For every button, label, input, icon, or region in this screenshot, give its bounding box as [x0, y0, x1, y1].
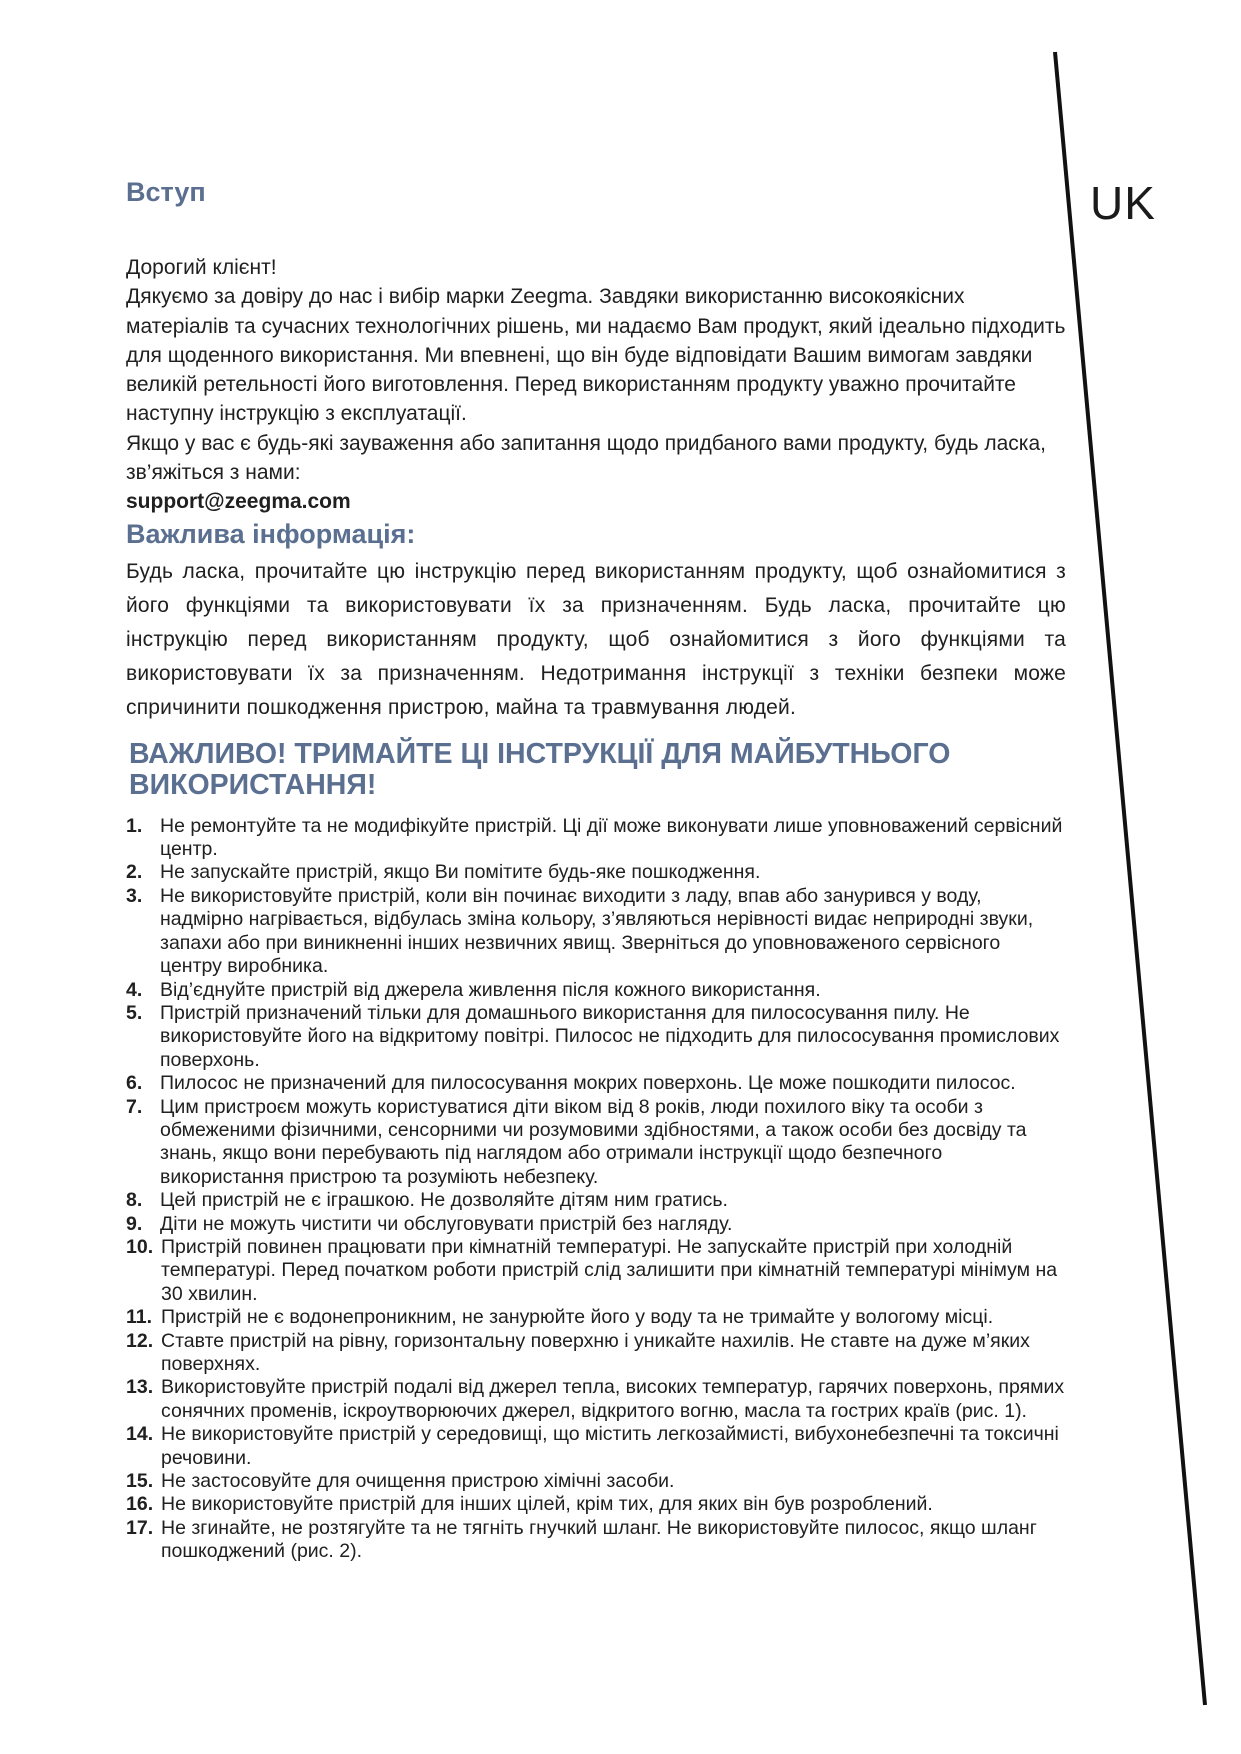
rule-number: 8.	[126, 1189, 143, 1212]
safety-rule-item	[126, 885, 1066, 979]
support-email[interactable]: support@zeegma.com	[126, 490, 351, 514]
safety-rule-item	[126, 1423, 1066, 1470]
safety-rule-item	[126, 1189, 1066, 1212]
rule-number: 14.	[126, 1423, 154, 1446]
rule-text: Пристрій не є водонепроникним, не занурюйте його у воду та не тримайте у вологому місці.	[161, 1306, 994, 1329]
rule-number: 16.	[126, 1493, 154, 1516]
safety-rule-item	[126, 1002, 1066, 1072]
safety-rule-item	[126, 979, 1066, 1002]
rule-number: 1.	[126, 814, 143, 837]
safety-rule-item	[126, 815, 1066, 862]
rule-text: Від’єднуйте пристрій від джерела живлення після кожного використання.	[160, 978, 821, 1001]
keep-instructions-heading: ВАЖЛИВО! ТРИМАЙТЕ ЦІ ІНСТРУКЦІЇ ДЛЯ МАЙБУТНЬОГО ВИКОРИСТАННЯ!	[129, 737, 951, 801]
rule-text: Пристрій повинен працювати при кімнатній температурі. Не запускайте пристрій при холодній температурі. Перед початком роботи пристрій слід залишити при кімнатній температурі мінімум на 30 хвилин.	[161, 1235, 1058, 1305]
safety-rule-item	[126, 1330, 1066, 1377]
rule-text: Не використовуйте пристрій для інших цілей, крім тих, для яких він був розроблений.	[161, 1493, 933, 1516]
rule-text: Цим пристроєм можуть користуватися діти віком від 8 років, люди похилого віку та особи з обмеженими фізичними, сенсорними чи розумовими здібностями, а також особи без досвіду та знань, якщо вони перебувають під наглядом або отримали інструкції щодо безпечного використання пристрою та розуміють небезпеку.	[160, 1095, 1027, 1188]
rule-number: 11.	[126, 1306, 153, 1329]
safety-rule-item	[126, 1470, 1066, 1493]
safety-rule-item	[126, 1306, 1066, 1329]
rule-text: Ставте пристрій на рівну, горизонтальну поверхню і уникайте нахилів. Не ставте на дуже м’яких поверхнях.	[161, 1329, 1030, 1376]
rule-text: Не запускайте пристрій, якщо Ви помітите будь-яке пошкодження.	[160, 861, 761, 884]
intro-greeting: Дорогий клієнт!	[126, 256, 277, 279]
important-info-title: Важлива інформація:	[126, 518, 416, 549]
rule-text: Використовуйте пристрій подалі від джерел тепла, високих температур, гарячих поверхонь, прямих сонячних променів, іскроутворюючих джерел, відкритого вогню, масла та гострих країв (рис. 1).	[161, 1376, 1065, 1422]
rule-number: 2.	[126, 861, 143, 884]
intro-contact: Якщо у вас є будь-які зауваження або запитання щодо придбаного вами продукту, будь ласка, зв’яжіться з нами:	[126, 431, 1046, 485]
rule-text: Цей пристрій не є іграшкою. Не дозволяйте дітям ним гратись.	[160, 1189, 728, 1212]
main-content	[126, 175, 1066, 1564]
safety-rule-item	[126, 1517, 1066, 1564]
rule-number: 3.	[126, 884, 143, 907]
rule-number: 17.	[126, 1516, 154, 1539]
safety-rule-item	[126, 1236, 1066, 1306]
rule-number: 12.	[126, 1329, 154, 1352]
rule-number: 7.	[126, 1095, 143, 1118]
safety-rule-item	[126, 1072, 1066, 1095]
safety-rule-item	[126, 861, 1066, 884]
rule-number: 9.	[126, 1212, 143, 1235]
rule-text: Не використовуйте пристрій, коли він починає виходити з ладу, впав або занурився у воду, надмірно нагрівається, відбулась зміна кольору, з’являються нерівності видає неприродні звуки, запахи або при виникненні інших незвичних явищ. Зверніться до уповноваженого сервісного центру виробника.	[160, 884, 1034, 978]
rule-number: 13.	[126, 1376, 154, 1399]
intro-section	[126, 253, 1066, 517]
safety-rule-item	[126, 1096, 1066, 1190]
rule-number: 6.	[126, 1072, 143, 1095]
rule-text: Пилосос не призначений для пилососування мокрих поверхонь. Це може пошкодити пилосос.	[160, 1072, 1016, 1095]
rule-text: Не використовуйте пристрій у середовищі, що містить легкозаймисті, вибухонебезпечні та токсичні речовини.	[161, 1423, 1059, 1469]
safety-rule-item	[126, 1493, 1066, 1516]
intro-paragraph: Дякуємо за довіру до нас і вибір марки Zeegma. Завдяки використанню високоякісних матеріалів та сучасних технологічних рішень, ми надаємо Вам продукт, який ідеально підходить для щоденного використання. Ми впевнені, що він буде відповідати Вашим вимогам завдяки великій ретельності його виготовлення. Перед використанням продукту уважно прочитайте наступну інструкцію з експлуатації.	[126, 285, 1066, 426]
rule-number: 15.	[126, 1470, 154, 1493]
rule-number: 10.	[126, 1235, 154, 1258]
rule-text: Не згинайте, не розтягуйте та не тягніть гнучкий шланг. Не використовуйте пилосос, якщо шланг пошкоджений (рис. 2).	[161, 1516, 1037, 1563]
safety-rule-item	[126, 1376, 1066, 1423]
safety-rule-item	[126, 1213, 1066, 1236]
rule-text: Не ремонтуйте та не модифікуйте пристрій. Ці дії може виконувати лише уповноважений сервісний центр.	[160, 814, 1063, 861]
rule-text: Не застосовуйте для очищення пристрою хімічні засоби.	[161, 1470, 675, 1493]
diagonal-rule	[1055, 52, 1205, 1705]
intro-title: Вступ	[126, 177, 206, 207]
safety-rules-list	[126, 815, 1066, 1564]
rule-number: 4.	[126, 978, 143, 1001]
rule-text: Пристрій призначений тільки для домашнього використання для пилососування пилу. Не використовуйте його на відкритому повітрі. Пилосос не підходить для пилососування промислових поверхонь.	[160, 1001, 1060, 1071]
language-tab: UK	[1090, 177, 1156, 229]
rule-text: Діти не можуть чистити чи обслуговувати пристрій без нагляду.	[160, 1212, 733, 1235]
important-info-body: Будь ласка, прочитайте цю інструкцію перед використанням продукту, щоб ознайомитися з його функціями та використовувати їх за призначенням. Будь ласка, прочитайте цю інструкцію перед використанням продукту, щоб ознайомитися з його функціями та використовувати їх за призначенням. Недотримання інструкції з техніки безпеки може спричинити пошкодження пристрою, майна та травмування людей.	[126, 559, 1066, 719]
rule-number: 5.	[126, 1001, 143, 1024]
